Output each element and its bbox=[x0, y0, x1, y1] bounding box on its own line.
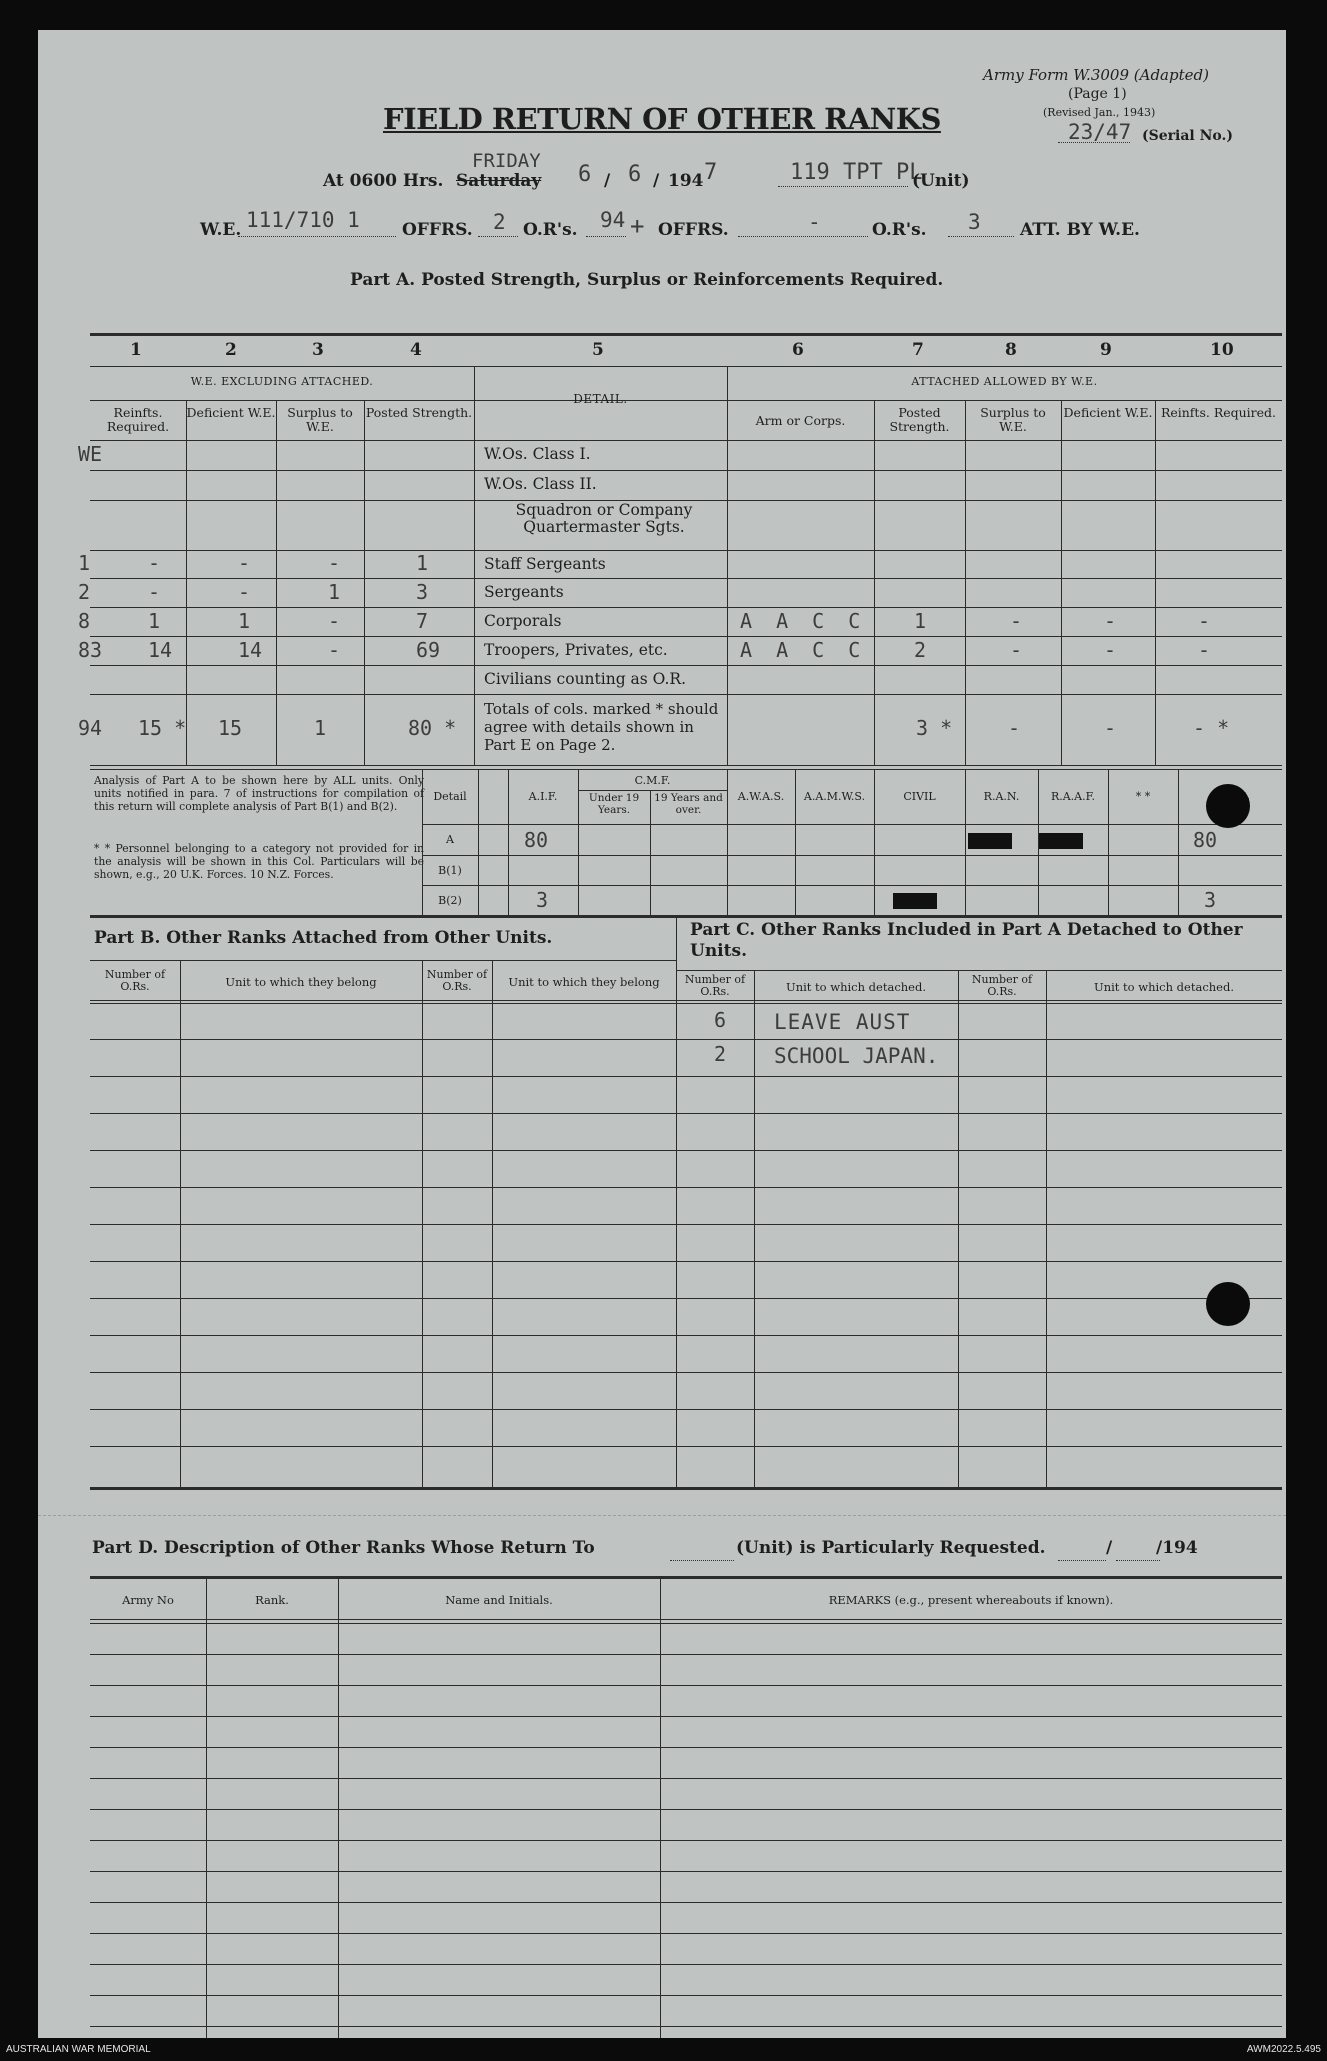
part-c-entry-1-unit: LEAVE AUST bbox=[774, 1010, 911, 1034]
we-label: W.E. bbox=[200, 220, 242, 240]
analysis-row-b2: B(2) bbox=[438, 894, 462, 907]
analysis-detail-header: Detail bbox=[433, 790, 467, 803]
detail-label: Corporals bbox=[484, 612, 562, 630]
part-c-entry-2-unit: SCHOOL JAPAN. bbox=[774, 1044, 939, 1068]
form-page: Army Form W.3009 (Adapted) (Page 1) (Revised Jan., 1943) 23/47 (Serial No.) FIELD RETURN OF OTHER RANKS At 0600 Hrs. FRIDAY Saturday 6 / 6 / 194 7 119 TPT PL (Unit) W.E. 111/710 1 OFFRS. 2 O.R's. 94 + OFFRS. - O.R's. 3 ATT. BY W.E. Part A. Posted Strength, Surplus or Reinforcements Required. 1 2 3 4 5 6 7 8 9 10 W.E. EXCLUDING ATTACHED. ATTACHED ALLOWED BY W.E. DETAIL. Reinfts. Required. Deficient W.E. Surplus to W.E. Posted Strength. Arm or Corps. Posted Strength. Surplus to W.E. Deficient W.E. Reinfts. Required. W.Os. Class I. WE W.Os. Class II. Squadron or Company Quartermaster Sgts. Staff Sergeants 1 - - - 1 Sergeants 2 - - 1 3 Corporals 8 1 1 - 7 A A C C 1 - - - Troopers, Privates, etc. 83 14 14 - 69 A A C C 2 - - - Civilians counting as O.R. 94 15 * 15 1 80 * Totals of cols. marked * should agree with details shown in Part E on Page 2. 3 * - - - * Analysis of Part A to be shown here by ALL units. Only units notified in para. 7 of instructions for compilation of this return will complete analysis of Part B(1) and B(2). * * Personnel belonging to a category not provided for in the analysis will be shown in this Col. Particulars will be shown, e.g., 20 U.K. Forces. 10 N.Z. Forces. Detail A.I.F. C.M.F. Under 19 Years. 19 Years and over. A.W.A.S. A.A.M.W.S. CIVIL R.A.N. R.A.A.F. * * A B(1) B(2) 80 80 3 3 Part B. Other Ranks Attached from Other Units. Part C. Other Ranks Included in Part A Detached to Other Units. Number of O.Rs. Unit to which they belong Number of O.Rs. Unit to which they belong Number of O.Rs. Unit to which detached. Number of O.Rs. Unit to which detached. 6 LEAVE AUST 2 SCHOOL JAPAN. Part D. Description of Other Ranks Whose Return To (Unit) is Particularly Requested. / /194 Army No Rank. Name and Initials. REMARKS (e.g., present whereabouts if known). bbox=[38, 30, 1286, 2038]
detail-label: Civilians counting as O.R. bbox=[484, 670, 686, 688]
part-a-cell-note: 2 bbox=[78, 579, 91, 604]
part-a-cell-c9: - bbox=[1104, 637, 1117, 662]
part-a-cell-c4: 7 bbox=[416, 608, 429, 633]
analysis-a-total: 80 bbox=[1193, 828, 1218, 852]
ors-label: O.R's. bbox=[523, 220, 578, 240]
at-hours-label: At 0600 Hrs. bbox=[323, 171, 444, 191]
part-a-cell-c3: - bbox=[328, 551, 341, 575]
aif-header: A.I.F. bbox=[528, 790, 558, 803]
cmf-under-19-header: Under 19 Years. bbox=[588, 792, 640, 816]
part-a-cell-c2: - bbox=[238, 551, 251, 575]
totals-detail: Totals of cols. marked * should agree with details shown in Part E on Page 2. bbox=[484, 700, 719, 754]
part-a-cell-arm: A A C C bbox=[740, 608, 867, 633]
part-a-cell-note: WE bbox=[78, 442, 103, 466]
column-number: 3 bbox=[312, 340, 324, 360]
arm-corps-header: Arm or Corps. bbox=[755, 413, 846, 428]
archive-credit: AUSTRALIAN WAR MEMORIAL bbox=[6, 2044, 151, 2055]
column-number: 8 bbox=[1005, 340, 1017, 360]
part-a-cell-c1: 14 bbox=[148, 637, 173, 662]
part-a-cell-c8: - bbox=[1010, 637, 1023, 662]
column-number: 2 bbox=[225, 340, 237, 360]
part-a-cell-c4: 69 bbox=[416, 637, 441, 662]
part-a-cell-c3: - bbox=[328, 637, 341, 662]
att-ors-label: O.R's. bbox=[872, 220, 927, 240]
analysis-instructions: Analysis of Part A to be shown here by ALL units. Only units notified in para. 7 of instructions for compilation of this return will complete analysis of Part B(1) and B(2). bbox=[94, 774, 424, 813]
part-a-cell-c7: 1 bbox=[914, 608, 927, 633]
part-a-title: Part A. Posted Strength, Surplus or Reinforcements Required. bbox=[350, 270, 944, 290]
part-c-title: Part C. Other Ranks Included in Part A Detached to Other Units. bbox=[690, 920, 1243, 961]
posted-strength-header: Posted Strength. bbox=[365, 405, 473, 420]
detail-label: Squadron or Company Quartermaster Sgts. bbox=[515, 501, 693, 536]
unit-label: (Unit) bbox=[912, 171, 970, 191]
part-a-cell-note: 1 bbox=[78, 551, 91, 575]
name-initials-header: Name and Initials. bbox=[445, 1593, 553, 1607]
part-a-cell-c9: - bbox=[1104, 608, 1117, 633]
totals-note: 94 bbox=[78, 716, 103, 740]
part-b-unit-header-1: Unit to which they belong bbox=[225, 975, 377, 989]
part-a-cell-c3: 1 bbox=[328, 579, 341, 604]
column-number: 9 bbox=[1100, 340, 1112, 360]
part-c-number-header-2: Number of O.Rs. bbox=[971, 973, 1033, 998]
analysis-row-a: A bbox=[446, 833, 454, 846]
other-category-header: * * bbox=[1135, 790, 1151, 803]
redaction-ran bbox=[968, 833, 1012, 849]
year-typed: 7 bbox=[704, 160, 718, 185]
part-a-cell-c1: - bbox=[148, 551, 161, 575]
year-printed: 194 bbox=[668, 171, 704, 191]
detail-header: DETAIL. bbox=[573, 392, 628, 406]
surplus-we-header: Surplus to W.E. bbox=[287, 405, 353, 434]
column-number: 6 bbox=[792, 340, 804, 360]
part-d-year: /194 bbox=[1156, 1538, 1198, 1558]
serial-value: 23/47 bbox=[1068, 120, 1132, 144]
unit-value: 119 TPT PL bbox=[790, 160, 923, 185]
analysis-row-b1: B(1) bbox=[438, 864, 462, 877]
part-a-cell-c2: - bbox=[238, 579, 251, 604]
detail-label: Sergeants bbox=[484, 583, 564, 601]
part-a-cell-note: 83 bbox=[78, 637, 103, 662]
att-ors-value: 3 bbox=[968, 210, 981, 234]
revision-note: (Revised Jan., 1943) bbox=[1043, 106, 1156, 119]
part-a-cell-c2: 14 bbox=[238, 637, 263, 662]
part-b-title: Part B. Other Ranks Attached from Other Units. bbox=[94, 928, 553, 948]
att-offrs-value: - bbox=[808, 210, 821, 234]
totals-att-reinfts: - * bbox=[1193, 716, 1230, 740]
part-d-title: Part D. Description of Other Ranks Whose Return To bbox=[92, 1538, 595, 1558]
column-number: 4 bbox=[410, 340, 422, 360]
analysis-a-aif: 80 bbox=[524, 828, 549, 852]
awas-header: A.W.A.S. bbox=[737, 790, 785, 803]
day-printed: Saturday bbox=[456, 171, 542, 191]
offrs-label: OFFRS. bbox=[402, 220, 473, 240]
raaf-header: R.A.A.F. bbox=[1050, 790, 1096, 803]
part-d-slash: / bbox=[1106, 1538, 1113, 1558]
detail-label: W.Os. Class II. bbox=[484, 475, 597, 493]
deficient-we-header: Deficient W.E. bbox=[186, 405, 276, 420]
part-c-entry-1-number: 6 bbox=[714, 1008, 727, 1032]
punch-hole bbox=[1206, 784, 1250, 828]
att-deficient-header: Deficient W.E. bbox=[1063, 405, 1153, 420]
form-page-number: (Page 1) bbox=[1068, 86, 1127, 102]
column-number: 10 bbox=[1210, 340, 1234, 360]
att-by-we-label: ATT. BY W.E. bbox=[1020, 220, 1140, 240]
serial-label: (Serial No.) bbox=[1142, 128, 1233, 144]
reinfts-required-header: Reinfts. Required. bbox=[106, 405, 170, 434]
archive-reference: AWM2022.5.495 bbox=[1246, 2044, 1321, 2055]
cmf-header: C.M.F. bbox=[634, 774, 671, 787]
column-number: 5 bbox=[592, 340, 604, 360]
ors-value: 94 bbox=[600, 208, 626, 232]
totals-att-deficient: - bbox=[1104, 716, 1117, 740]
part-a-cell-c10: - bbox=[1198, 608, 1211, 633]
part-a-cell-arm: A A C C bbox=[740, 637, 867, 662]
totals-att-posted: 3 * bbox=[916, 716, 953, 740]
rank-header: Rank. bbox=[255, 1593, 289, 1607]
part-a-cell-c1: 1 bbox=[148, 608, 161, 633]
totals-surplus: 1 bbox=[314, 716, 327, 740]
detail-label: W.Os. Class I. bbox=[484, 445, 591, 463]
army-no-header: Army No bbox=[122, 1593, 174, 1607]
att-surplus-header: Surplus to W.E. bbox=[980, 405, 1046, 434]
totals-reinfts: 15 * bbox=[138, 716, 187, 740]
plus-sign: + bbox=[630, 212, 645, 240]
att-reinfts-header: Reinfts. Required. bbox=[1160, 405, 1277, 420]
part-c-unit-header-1: Unit to which detached. bbox=[786, 980, 926, 994]
date-day: 6 bbox=[578, 162, 592, 187]
part-c-entry-2-number: 2 bbox=[714, 1042, 727, 1066]
part-a-cell-c2: 1 bbox=[238, 608, 251, 633]
attached-group-header: ATTACHED ALLOWED BY W.E. bbox=[911, 375, 1098, 388]
part-b-unit-header-2: Unit to which they belong bbox=[508, 975, 660, 989]
part-c-number-header-1: Number of O.Rs. bbox=[684, 973, 746, 998]
part-a-cell-c4: 3 bbox=[416, 579, 429, 604]
we-group-header: W.E. EXCLUDING ATTACHED. bbox=[190, 375, 374, 388]
part-a-cell-c1: - bbox=[148, 579, 161, 604]
remarks-header: REMARKS (e.g., present whereabouts if known). bbox=[828, 1593, 1114, 1607]
part-c-unit-header-2: Unit to which detached. bbox=[1094, 980, 1234, 994]
part-b-number-header-2: Number of O.Rs. bbox=[426, 968, 488, 993]
analysis-footnote: * * Personnel belonging to a category not provided for in the analysis will be shown in this Col. Particulars will be shown, e.g., 20 U.K. Forces. 10 N.Z. Forces. bbox=[94, 842, 424, 881]
day-typed: FRIDAY bbox=[472, 150, 541, 172]
part-a-cell-c4: 1 bbox=[416, 551, 429, 575]
detail-label: Staff Sergeants bbox=[484, 555, 606, 573]
part-a-cell-c8: - bbox=[1010, 608, 1023, 633]
form-title: FIELD RETURN OF OTHER RANKS bbox=[383, 102, 941, 136]
cmf-19-over-header: 19 Years and over. bbox=[654, 792, 723, 816]
totals-deficient: 15 bbox=[218, 716, 243, 740]
aamws-header: A.A.M.W.S. bbox=[803, 790, 866, 803]
part-b-number-header-1: Number of O.Rs. bbox=[104, 968, 166, 993]
form-id: Army Form W.3009 (Adapted) bbox=[983, 66, 1209, 84]
redaction-raaf bbox=[1039, 833, 1083, 849]
part-a-cell-c10: - bbox=[1198, 637, 1211, 662]
part-d-title-unit: (Unit) is Particularly Requested. bbox=[736, 1538, 1046, 1558]
analysis-b2-total: 3 bbox=[1204, 888, 1217, 912]
part-a-cell-c7: 2 bbox=[914, 637, 927, 662]
att-posted-strength-header: Posted Strength. bbox=[889, 405, 950, 434]
date-month: 6 bbox=[628, 162, 642, 187]
totals-posted: 80 * bbox=[408, 716, 457, 740]
part-a-cell-c3: - bbox=[328, 608, 341, 633]
totals-att-surplus: - bbox=[1008, 716, 1021, 740]
we-value: 111/710 1 bbox=[246, 208, 360, 232]
part-a-cell-note: 8 bbox=[78, 608, 91, 633]
att-offrs-label: OFFRS. bbox=[658, 220, 729, 240]
detail-label: Troopers, Privates, etc. bbox=[484, 641, 668, 659]
redaction-civil bbox=[893, 893, 937, 909]
analysis-b2-aif: 3 bbox=[536, 888, 549, 912]
civil-header: CIVIL bbox=[903, 790, 936, 803]
offrs-value: 2 bbox=[493, 210, 506, 234]
column-number: 1 bbox=[130, 340, 142, 360]
column-number: 7 bbox=[912, 340, 924, 360]
punch-hole bbox=[1206, 1282, 1250, 1326]
ran-header: R.A.N. bbox=[983, 790, 1020, 803]
